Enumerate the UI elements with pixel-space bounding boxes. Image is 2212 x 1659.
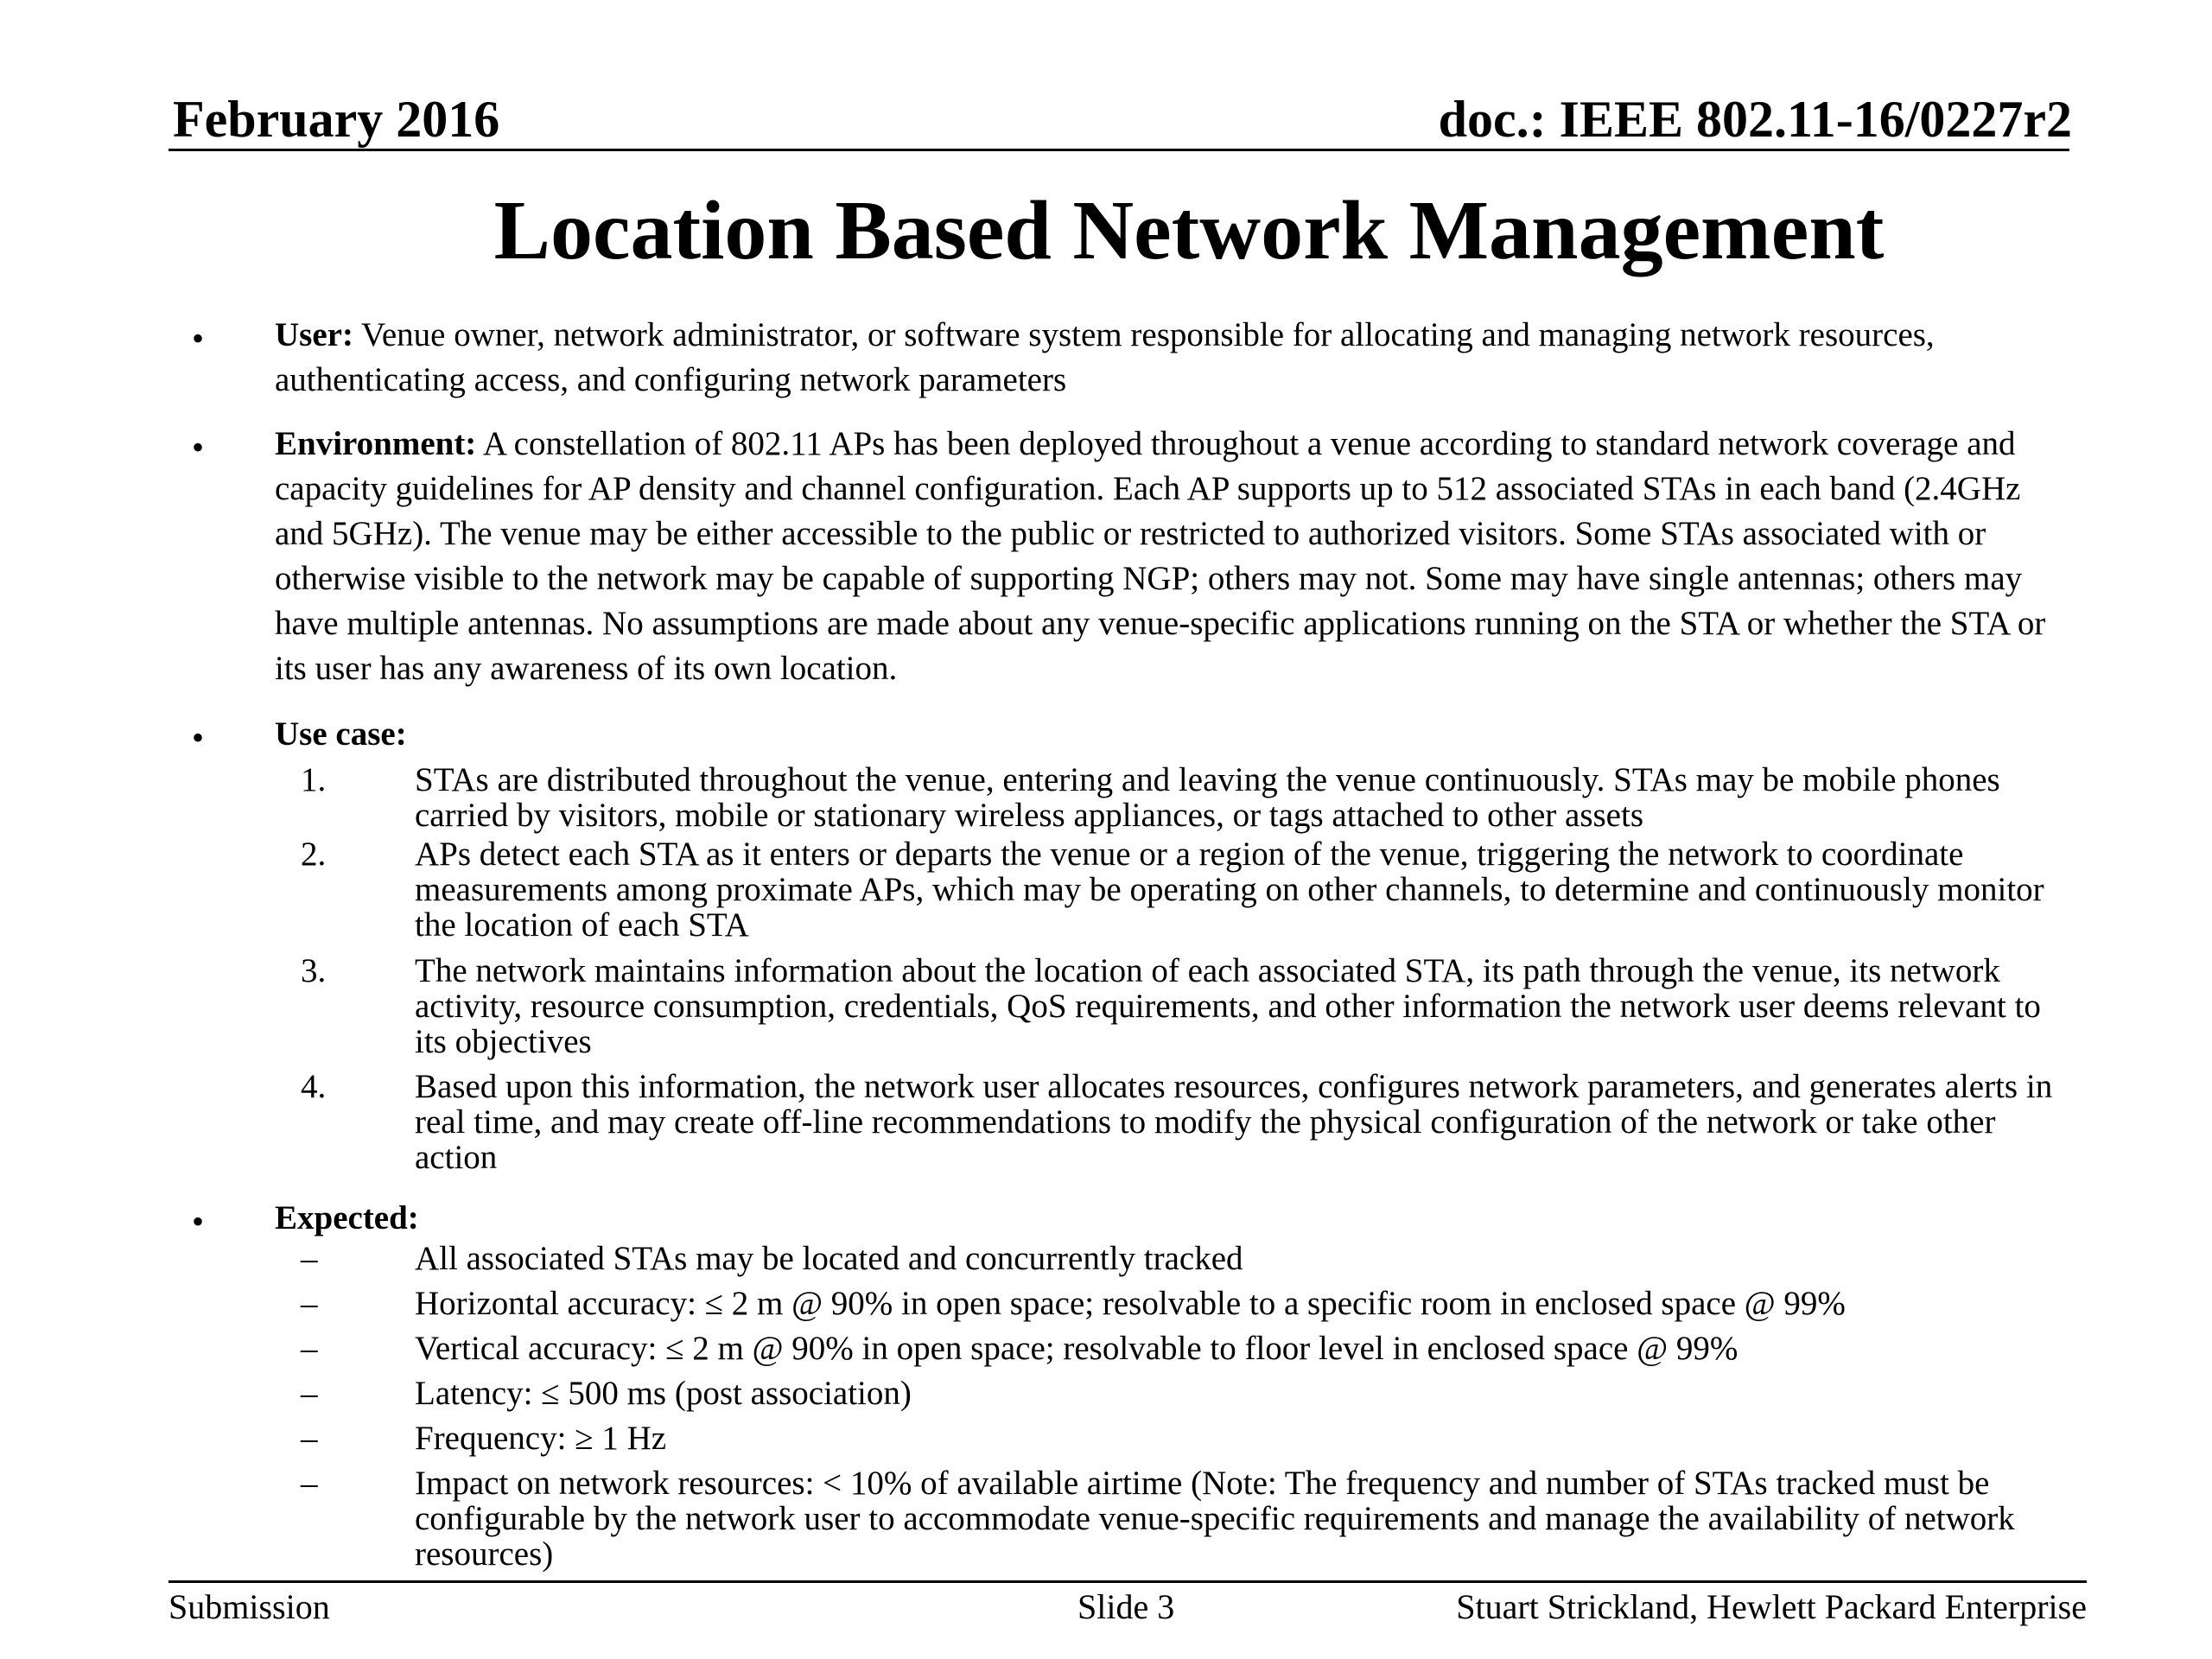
bullet-marker: • <box>192 428 205 467</box>
bullet-environment-text <box>275 422 2055 691</box>
bullet-user-text <box>275 313 2055 403</box>
header-doc-id: doc.: IEEE 802.11-16/0227r2 <box>1438 91 2072 148</box>
bullet-body: Venue owner, network administrator, or software system responsible for allocating and managing network resources, authenticating access, and configuring network parameters <box>275 316 1935 398</box>
step-text: Based upon this information, the network user allocates resources, configures network parameters, and generates alerts in real time, and may create off-line recommendations to modify the physical configuration of the network or take other action <box>415 1068 2053 1176</box>
header-date: February 2016 <box>173 91 500 148</box>
bullet-label: User: <box>275 316 353 353</box>
expected-text: Frequency: ≥ 1 Hz <box>415 1420 667 1457</box>
header-rule <box>168 149 2069 151</box>
dash-marker: – <box>301 1240 318 1277</box>
footer-rule <box>168 1580 2087 1583</box>
bullet-marker: • <box>192 319 205 358</box>
slide-title: Location Based Network Management <box>493 184 1885 277</box>
expected-text: Impact on network resources: < 10% of available airtime (Note: The frequency and number of STAs tracked must be configurable by the network user to accommodate venue-specific requirements and manage the availability of network resources) <box>415 1465 2015 1573</box>
step-number: 2. <box>301 836 327 873</box>
bullet-expected-text <box>275 1196 2055 1241</box>
bullet-label: Expected: <box>275 1199 419 1236</box>
expected-text: Vertical accuracy: ≤ 2 m @ 90% in open space; resolvable to floor level in enclosed space @ 99% <box>415 1330 1738 1367</box>
step-number: 4. <box>301 1068 327 1105</box>
bullet-label: Use case: <box>275 715 407 753</box>
step-text: The network maintains information about the location of each associated STA, its path through the venue, its network activity, resource consumption, credentials, QoS requirements, and other information the network user deems relevant to its objectives <box>415 952 2041 1060</box>
dash-marker: – <box>301 1465 318 1502</box>
step-text: APs detect each STA as it enters or departs the venue or a region of the venue, triggering the network to coordinate measurements among proximate APs, which may be operating on other channels, to determine and continuously monitor the location of each STA <box>415 836 2044 944</box>
bullet-label: Environment: <box>275 425 477 462</box>
expected-text: Latency: ≤ 500 ms (post association) <box>415 1375 912 1412</box>
step-number: 3. <box>301 952 327 989</box>
dash-marker: – <box>301 1420 318 1457</box>
bullet-body: A constellation of 802.11 APs has been deployed throughout a venue according to standard network coverage and capacity guidelines for AP density and channel configuration. Each AP supports up to 512 associated STAs in each band (2.4GHz and 5GHz). The venue may be either accessible to the public or restricted to authorized visitors. Some STAs associated with or otherwise visible to the network may be capable of supporting NGP; others may not. Some may have single antennas; others may have multiple antennas. No assumptions are made about any venue-specific applications running on the STA or whether the STA or its user has any awareness of its own location. <box>275 425 2046 687</box>
step-text: STAs are distributed throughout the venue, entering and leaving the venue continuously. STAs may be mobile phones carried by visitors, mobile or stationary wireless appliances, or tags attached to other assets <box>415 761 2000 834</box>
bullet-marker: • <box>192 718 205 757</box>
expected-text: Horizontal accuracy: ≤ 2 m @ 90% in open space; resolvable to a specific room in enclosed space @ 99% <box>415 1285 1846 1322</box>
dash-marker: – <box>301 1375 318 1412</box>
expected-text: All associated STAs may be located and concurrently tracked <box>415 1240 1243 1277</box>
dash-marker: – <box>301 1330 318 1367</box>
footer-slide-number: Slide 3 <box>1077 1587 1175 1626</box>
footer-submission: Submission <box>168 1587 330 1626</box>
bullet-marker: • <box>192 1202 205 1241</box>
dash-marker: – <box>301 1285 318 1322</box>
footer-author: Stuart Strickland, Hewlett Packard Enterprise <box>1456 1587 2087 1626</box>
step-number: 1. <box>301 761 327 798</box>
bullet-use-case-text <box>275 712 2055 757</box>
